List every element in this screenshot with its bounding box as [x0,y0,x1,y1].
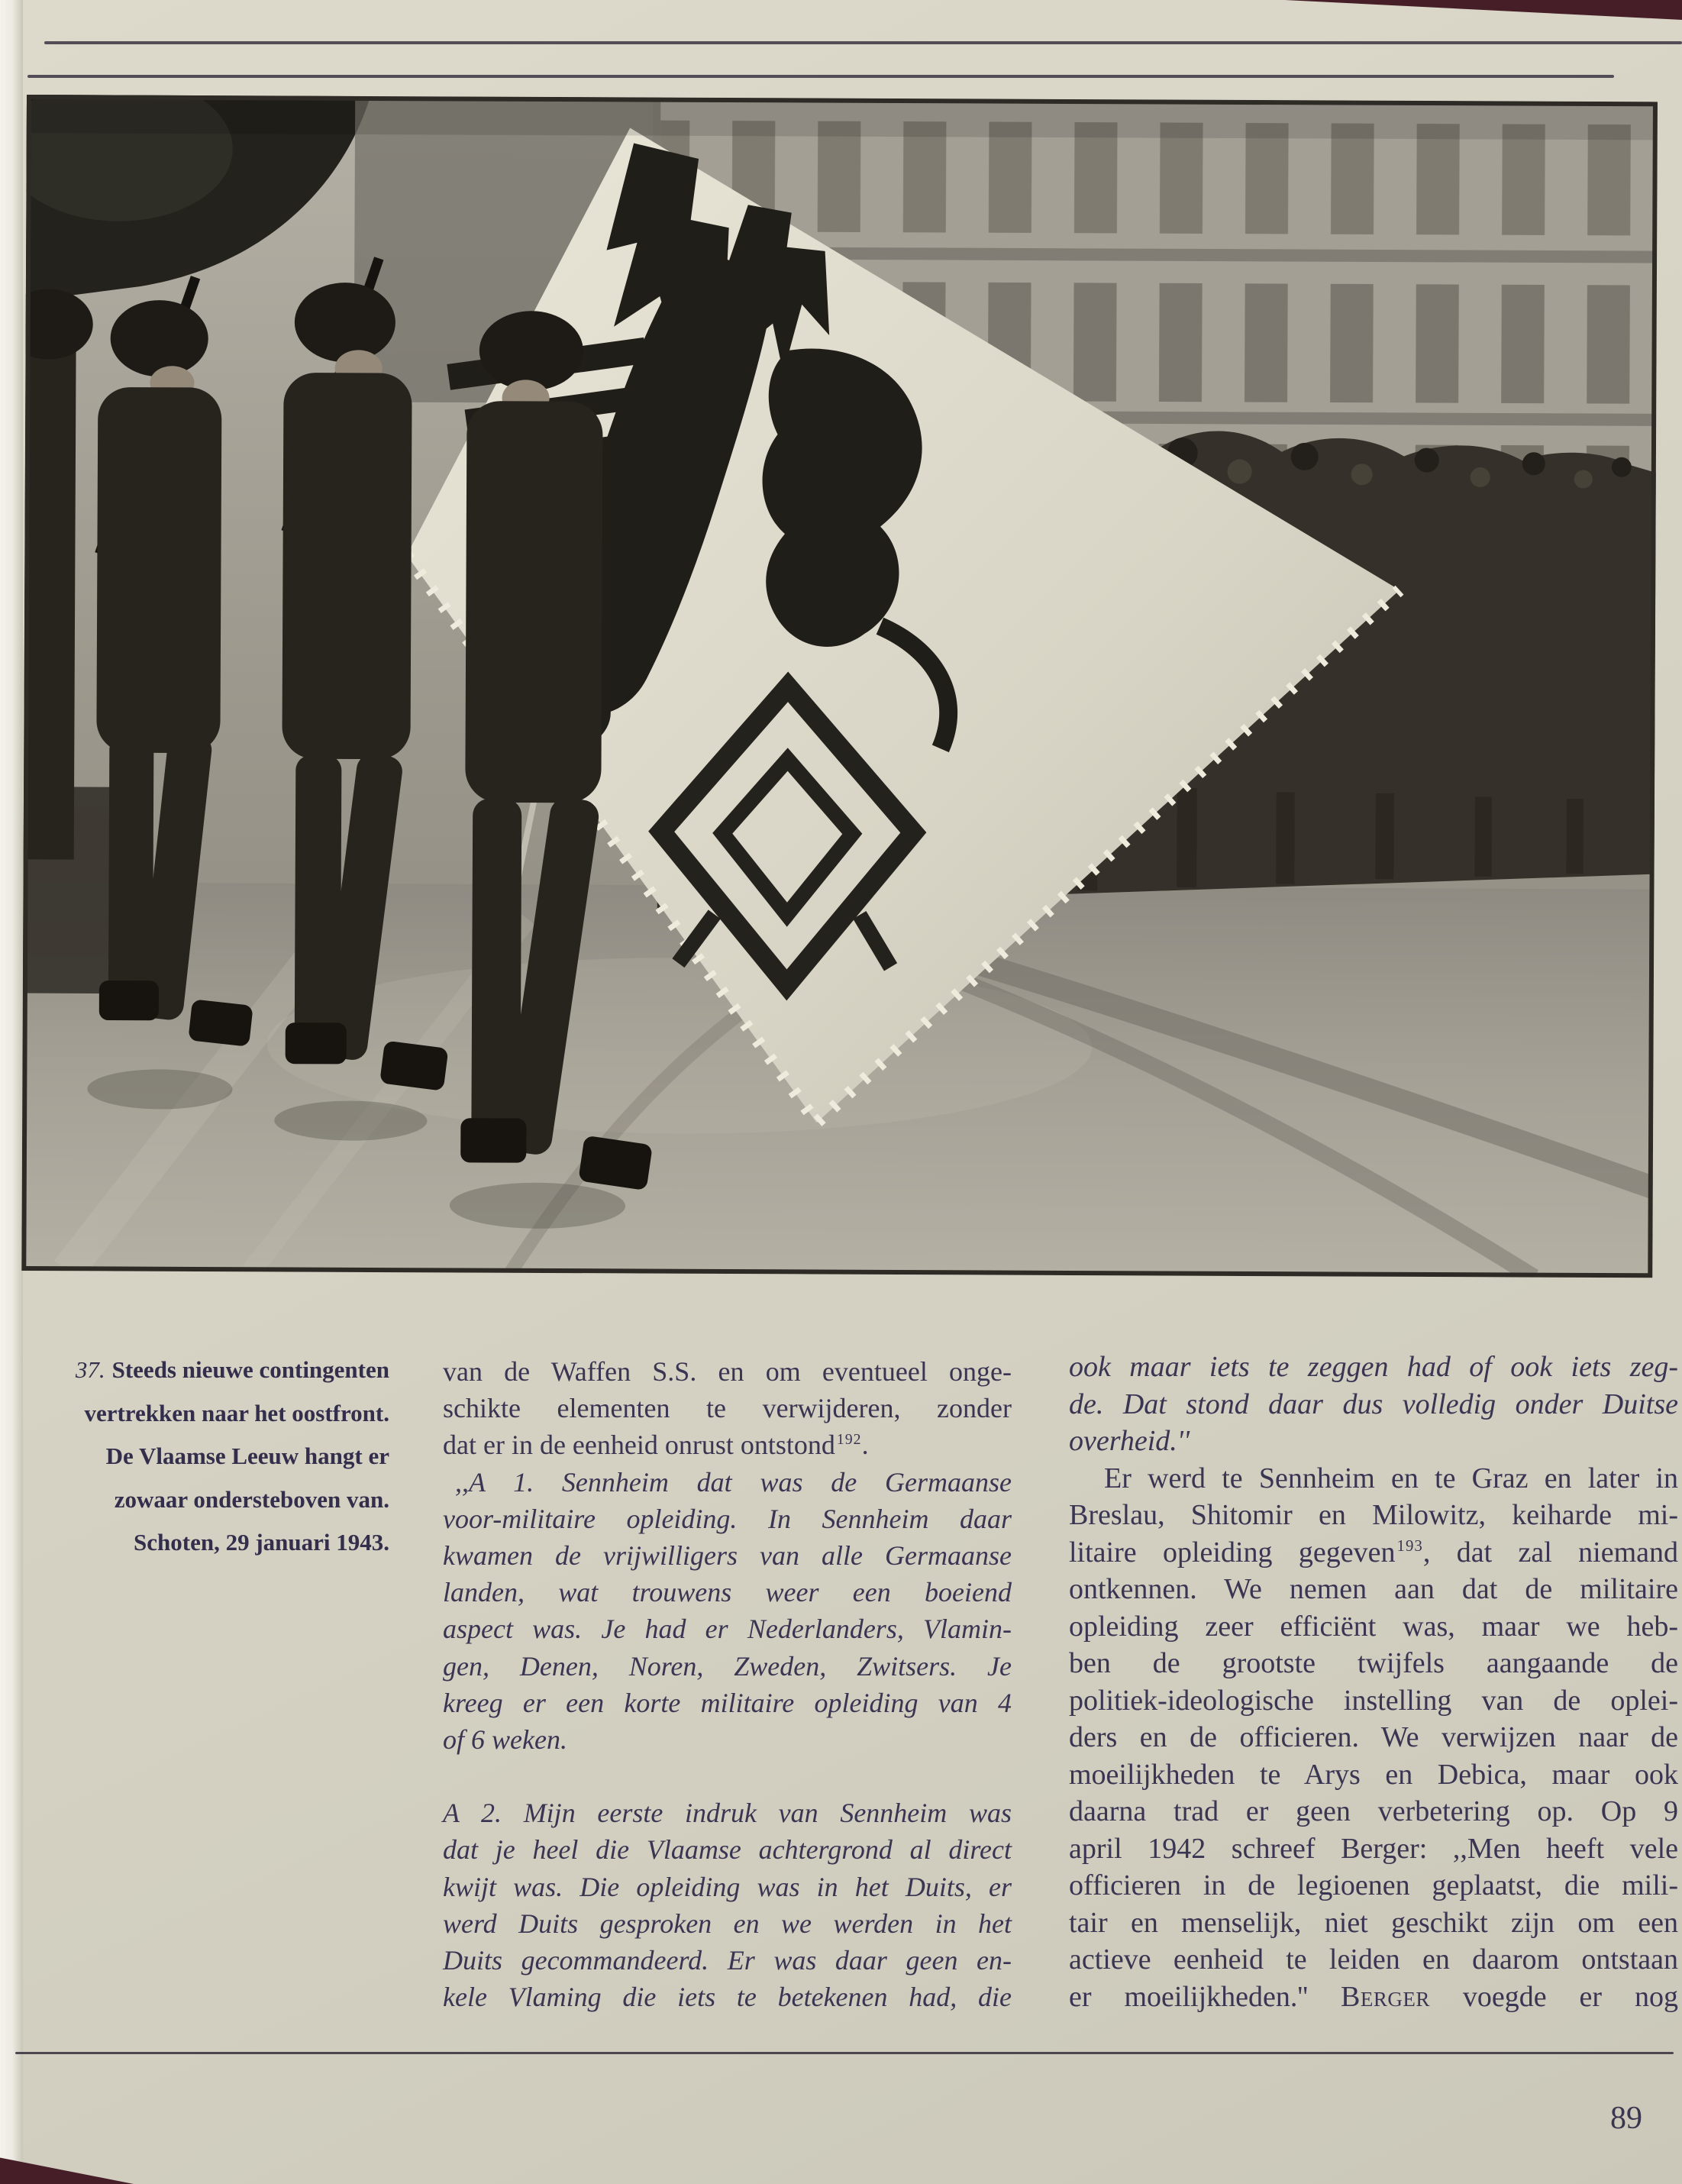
footnote-ref: 193 [1396,1536,1423,1555]
caption-line: vertrekken naar het oostfront. [84,1399,389,1426]
text-line [443,1426,1012,1463]
text-line: ben de grootste twijfels aangaande de [1069,1647,1678,1679]
page-edge-strip [0,0,23,2184]
caption-number: 37. [75,1356,105,1383]
soldier-partial-left [24,324,76,859]
text-line: ontkennen. We nemen aan dat de militaire [1069,1573,1678,1605]
caption-line: Schoten, 29 januari 1943. [134,1529,389,1556]
text-line: A 2. Mijn eerste indruk van Sennheim was [443,1798,1012,1829]
book-cover-corner-top-right [1285,0,1682,20]
text-line: opleiding zeer efficiënt was, maar we heb- [1069,1610,1678,1643]
photo-caption [6,1349,389,1565]
text-line: van de Waffen S.S. en om eventueel onge- [443,1356,1012,1387]
small-caps-name: Berger [1341,1980,1430,2013]
text-line: daarna trad er geen verbetering op. Op 9 [1069,1795,1678,1827]
header-rule-inner [27,75,1614,78]
text-line: kreeg er een korte militaire opleiding van 4 [443,1687,1012,1718]
right-column [1069,1349,1678,2015]
helmet [110,300,208,377]
text-line: dat je heel die Vlaamse achtergrond al direct [443,1834,1012,1866]
text-line: voor-militaire opleiding. In Sennheim daar [443,1503,1012,1534]
text-run: litaire opleiding gegeven [1069,1536,1396,1569]
page-number: 89 [1610,2101,1642,2136]
text-line: moeilijkheden te Arys en Debica, maar ook [1069,1758,1678,1791]
caption-line [6,1349,389,1392]
text-line: officieren in de legioenen geplaatst, die mili- [1069,1869,1678,1901]
text-line: overheid.'' [1069,1425,1190,1457]
text-line: actieve eenheid te leiden en daarom ontstaan [1069,1943,1678,1976]
text-line: gen, Denen, Noren, Zweden, Zwitsers. Je [443,1650,1012,1682]
caption-text: Steeds nieuwe contingenten [111,1356,389,1383]
text-line: werd Duits gesproken en we werden in het [443,1908,1012,1939]
text-line: ,,A 1. Sennheim dat was de Germaanse [455,1466,1012,1497]
text-line: ook maar iets te zeggen had of ook iets zeg- [1069,1351,1678,1383]
text-line: Breslau, Shitomir en Milowitz, keiharde mi- [1069,1499,1678,1531]
caption-line: De Vlaamse Leeuw hangt er [105,1443,389,1469]
text-line: of 6 weken. [443,1724,567,1756]
text-line: schikte elementen te verwijderen, zonder [443,1393,1012,1424]
footer-rule [15,2052,1674,2054]
text-line: april 1942 schreef Berger: ,,Men heeft vele [1069,1832,1678,1865]
text-line: aspect was. Je had er Nederlanders, Vlamin- [443,1614,1012,1645]
text-run: , dat zal niemand [1422,1536,1679,1569]
text-run: . [861,1430,869,1461]
photo-marching-soldiers [21,95,1658,1278]
text-line [1069,1979,1678,2016]
text-line: ders en de officieren. We verwijzen naar de [1069,1721,1678,1753]
text-line: politiek-ideologische instelling van de oplei- [1069,1684,1678,1717]
text-run: dat er in de eenheid onrust ontstond [443,1430,835,1461]
text-run: er moeilijkheden.'' [1069,1980,1341,2013]
helmet [479,311,584,391]
text-line: tair en menselijk, niet geschikt zijn om een [1069,1906,1678,1939]
text-line: kele Vlaming die iets te betekenen had, die [443,1982,1012,2013]
footnote-ref: 192 [836,1431,862,1449]
caption-line: zowaar ondersteboven van. [114,1485,389,1513]
text-line [1069,1534,1678,1572]
middle-column [443,1353,1012,2015]
text-run: voegde er nog [1429,1980,1678,2013]
text-line: de. Dat stond daar dus volledig onder Duitse [1069,1388,1678,1420]
photo-image [21,95,1658,1278]
header-rule-outer [44,41,1682,44]
helmet [295,283,396,363]
text-line: Er werd te Sennheim en te Graz en later in [1104,1462,1678,1494]
text-line: landen, wat trouwens weer een boeiend [443,1577,1012,1608]
text-line: kwijt was. Die opleiding was in het Duits, er [443,1871,1012,1902]
text-line: kwamen de vrijwilligers van alle Germaanse [443,1540,1012,1572]
text-line: Duits gecommandeerd. Er was daar geen en- [443,1945,1012,1976]
